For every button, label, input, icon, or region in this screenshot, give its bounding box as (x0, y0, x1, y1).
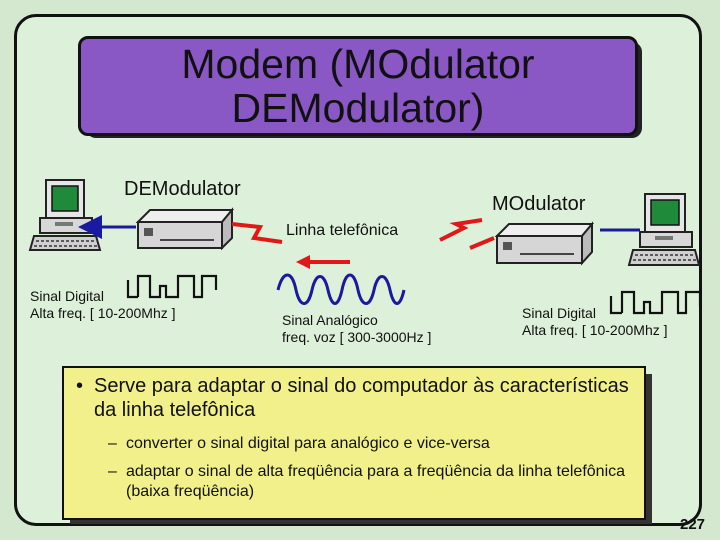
phone-line-label: Linha telefônica (286, 222, 399, 239)
left-computer-icon (30, 180, 100, 250)
demodulator-label: DEModulator (124, 178, 241, 200)
right-signal-line1: Sinal Digital (522, 305, 596, 321)
left-signal-label (30, 288, 176, 322)
sub-bullet-1-dash: – (108, 435, 117, 452)
page-number: 227 (680, 516, 706, 533)
left-signal-line2: Alta freq. [ 10-200Mhz ] (30, 305, 176, 321)
right-modem-icon (497, 224, 592, 263)
title-line-1: Modem (MOdulator (181, 41, 535, 87)
analog-signal-line2: freq. voz [ 300-3000Hz ] (282, 329, 432, 345)
title-line-2: DEModulator) (231, 85, 485, 131)
bullet-marker: • (76, 375, 84, 397)
modulator-label: MOdulator (492, 193, 586, 215)
bullet-box (62, 366, 646, 520)
analog-signal-label (282, 312, 431, 346)
sub-bullet-2-dash: – (108, 463, 117, 480)
sub-bullet-1 (108, 434, 638, 454)
main-bullet-text: Serve para adaptar o sinal do computador às características da linha telefônica (94, 375, 629, 421)
main-bullet (76, 374, 634, 422)
right-signal-label (522, 305, 668, 339)
sub-bullet-2 (108, 462, 638, 502)
left-modem-icon (138, 210, 232, 248)
sub-bullet-1-text: converter o sinal digital para analógico e vice-versa (126, 435, 490, 452)
sub-bullet-2-text: adaptar o sinal de alta freqüência para a freqüência da linha telefônica (baixa freqüência) (126, 463, 626, 500)
right-signal-line2: Alta freq. [ 10-200Mhz ] (522, 322, 668, 338)
analog-signal-line1: Sinal Analógico (282, 312, 378, 328)
left-signal-line1: Sinal Digital (30, 288, 104, 304)
analog-waveform (278, 275, 404, 304)
